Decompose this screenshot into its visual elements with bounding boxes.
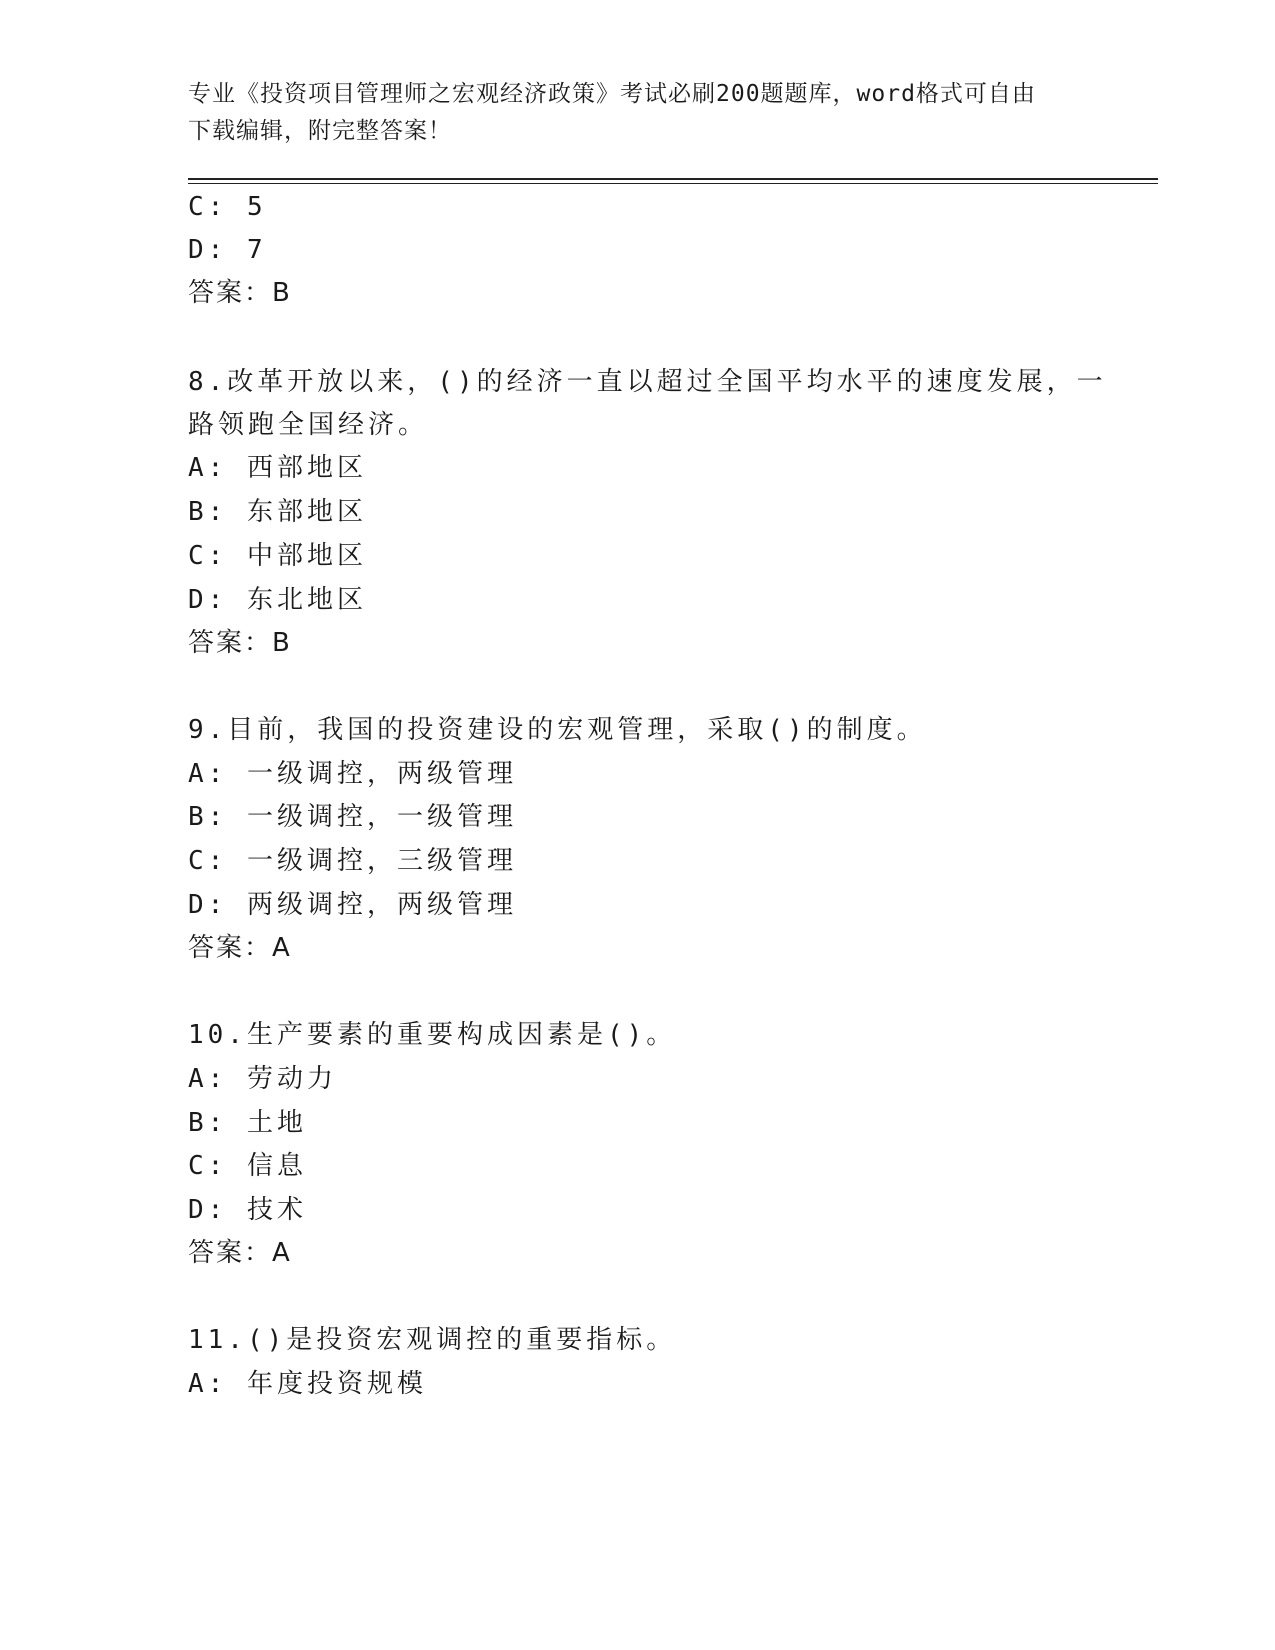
q8-answer: 答案：B (188, 628, 292, 658)
q11-option-a: A: 年度投资规模 (188, 1369, 427, 1399)
header-rule-thick (188, 178, 1158, 180)
q9-option-c: C: 一级调控，三级管理 (188, 846, 517, 876)
q10-stem: 10.生产要素的重要构成因素是()。 (188, 1020, 677, 1050)
q9-option-b: B: 一级调控，一级管理 (188, 802, 517, 832)
q8-option-a: A: 西部地区 (188, 453, 367, 483)
q8-option-b: B: 东部地区 (188, 497, 367, 527)
q10-option-c: C: 信息 (188, 1151, 307, 1181)
prev-option-c: C: 5 (188, 192, 267, 222)
q9-stem: 9.目前，我国的投资建设的宏观管理，采取()的制度。 (188, 715, 927, 745)
header-line-2: 下载编辑，附完整答案！ (188, 118, 452, 144)
q11-stem: 11.()是投资宏观调控的重要指标。 (188, 1325, 677, 1355)
q8-option-c: C: 中部地区 (188, 541, 367, 571)
q10-option-b: B: 土地 (188, 1108, 307, 1138)
document-header (188, 76, 1088, 150)
q8-stem-line-2: 路领跑全国经济。 (188, 410, 429, 440)
header-line-1: 专业《投资项目管理师之宏观经济政策》考试必刷200题题库，word格式可自由 (188, 81, 1036, 107)
q10-option-a: A: 劳动力 (188, 1064, 337, 1094)
q9-answer: 答案：A (188, 933, 292, 963)
q10-answer: 答案：A (188, 1238, 292, 1268)
prev-answer: 答案：B (188, 278, 292, 308)
q8-stem-line-1: 8.改革开放以来，()的经济一直以超过全国平均水平的速度发展，一 (188, 367, 1107, 397)
header-rule-thin (188, 183, 1158, 184)
q9-option-a: A: 一级调控，两级管理 (188, 759, 517, 789)
q10-option-d: D: 技术 (188, 1195, 307, 1225)
q9-option-d: D: 两级调控，两级管理 (188, 890, 517, 920)
prev-option-d: D: 7 (188, 235, 267, 265)
q8-option-d: D: 东北地区 (188, 585, 367, 615)
